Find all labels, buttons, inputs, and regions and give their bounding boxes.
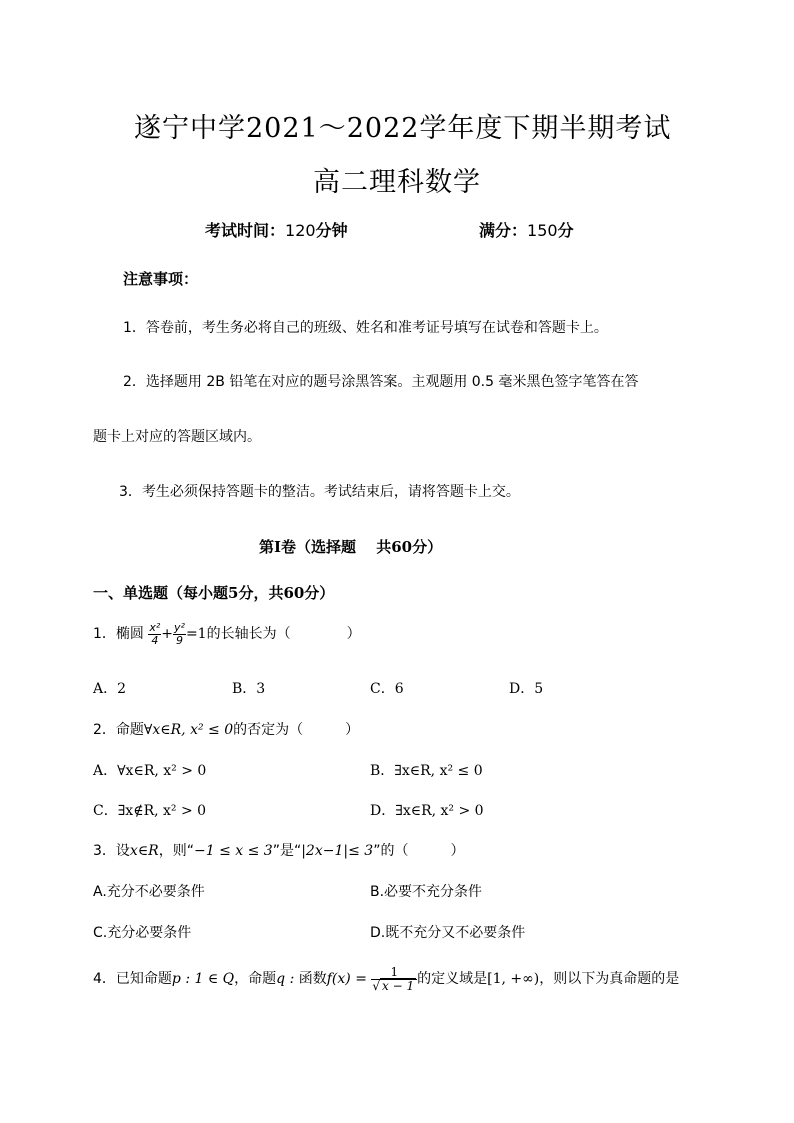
q4-fraction: $\frac{1}{√ x - 1}$ [371, 966, 417, 992]
q1-prefix: 1．椭圆 [93, 626, 144, 643]
exam-subtitle: 高二理科数学 [313, 167, 481, 198]
q4-mid: ，命题 [234, 971, 277, 988]
notice-item-2-line-1: 2．选择题用 2B 铅笔在对应的题号涂黑答案。主观题用 0.5 毫米黑色签字笔答在答 [123, 374, 639, 390]
q4-math-2: q : [276, 971, 299, 988]
q3-math-1: x∈R [129, 843, 159, 859]
notice-item-2-line-2: 题卡上对应的答题区域内。 [93, 429, 261, 445]
q2-option-c: C．∃x∉R, x² > 0 [93, 803, 207, 819]
time-unit: 分钟 [315, 221, 348, 240]
q1-fraction-x: $\frac{\text{x²}}{4}$ [149, 621, 161, 647]
q3-math-2: −1 ≤ x ≤ 3 [194, 843, 273, 859]
q4-math-1: p : 1 ∈ Q [171, 971, 235, 988]
q3-option-c: C.充分必要条件 [93, 925, 192, 941]
exam-score [479, 218, 574, 241]
exam-time [205, 218, 348, 241]
q4-function: f(x) = [326, 971, 367, 988]
q3-math-3: |2x−1|≤ 3 [301, 843, 374, 859]
q1-plus: + [161, 626, 174, 643]
q2-prefix: 2．命题 [93, 722, 144, 738]
q4-mid-3: 的定义域是 [417, 971, 488, 988]
time-value: 120 [285, 221, 316, 240]
q3-option-d: D.既不充分又不必要条件 [370, 925, 526, 941]
q3-suffix: ”的（ ） [373, 843, 465, 859]
question-3 [93, 840, 464, 860]
notice-item-3: 3．考生必须保持答题卡的整洁。考试结束后，请将答题卡上交。 [119, 484, 520, 500]
q2-math: ∀x∈R, x² ≤ 0 [143, 722, 234, 738]
q1-option-d: D．5 [509, 681, 544, 697]
question-4 [93, 966, 679, 992]
q2-option-a: A．∀x∈R, x² > 0 [93, 763, 207, 779]
q3-option-a: A.充分不必要条件 [93, 884, 205, 900]
q4-mid-2: 函数 [298, 971, 327, 988]
q3-mid-2: ”是“ [272, 843, 302, 859]
notice-heading: 注意事项： [123, 270, 199, 288]
q1-fraction-y: $\frac{\text{y²}}{9}$ [174, 621, 185, 647]
q4-suffix: ，则以下为真命题的是 [539, 971, 680, 988]
q1-suffix: 的长轴长为（ ） [206, 626, 361, 643]
q3-prefix: 3．设 [93, 843, 130, 859]
score-label: 满分： [479, 221, 528, 240]
notice-item-1: 1．答卷前，考生务必将自己的班级、姓名和准考证号填写在试卷和答题卡上。 [123, 320, 608, 336]
score-value: 150 [527, 221, 558, 240]
q4-interval: [1, +∞) [487, 971, 540, 988]
q2-suffix: 的否定为（ ） [233, 722, 360, 738]
question-2 [93, 719, 359, 739]
q1-option-a: A．2 [93, 681, 127, 697]
exam-title: 遂宁中学2021～2022学年度下期半期考试 [134, 113, 672, 144]
q3-mid: ，则“ [158, 843, 194, 859]
q1-option-c: C．6 [370, 681, 404, 697]
score-unit: 分 [557, 221, 574, 240]
q4-prefix: 4．已知命题 [93, 971, 172, 988]
volume-title: 第Ⅰ卷（选择题 共60分） [259, 538, 443, 556]
q1-equals: =1 [185, 626, 207, 643]
part-title: 一、单选题（每小题5分，共60分） [93, 584, 335, 602]
time-label: 考试时间： [205, 221, 286, 240]
question-1 [93, 622, 361, 646]
q3-option-b: B.必要不充分条件 [370, 884, 483, 900]
q2-option-d: D．∃x∈R, x² > 0 [370, 803, 484, 819]
q1-option-b: B．3 [232, 681, 266, 697]
q2-option-b: B．∃x∈R, x² ≤ 0 [370, 763, 483, 779]
